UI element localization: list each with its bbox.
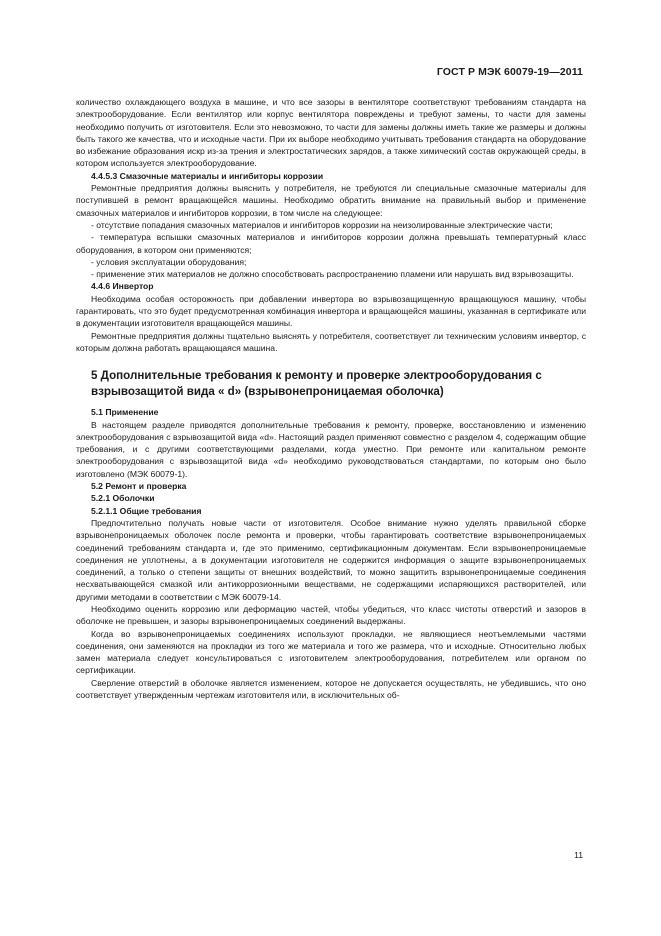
document-code-header: ГОСТ Р МЭК 60079-19—2011 — [436, 66, 583, 78]
list-item: - температура вспышки смазочных материалов и ингибиторов коррозии должна превышать температурный класс оборудования, в котором они применяются; — [76, 232, 586, 255]
subsection-heading: 4.4.6 Инвертор — [91, 281, 154, 292]
body-paragraph: Ремонтные предприятия должны выяснить у потребителя, не требуются ли специальные смазочные материалы для поступившей в ремонт вращающейся машины. Необходимо обратить внимание на правильный выбор и применение смазочных материалов и ингибиторов коррозии, в том числе на следующее: — [76, 183, 586, 218]
body-paragraph: Когда во взрывонепроницаемых соединениях используют прокладки, не являющиеся неотъемлемыми частями соединения, они заменяются на прокладки из того же материала и того же размера, что и исходные. Относительно любых замен материала следует консультироваться с изготовителем электрооборудования, потребителем или органом по сертификации. — [76, 628, 586, 676]
body-paragraph: Ремонтные предприятия должны тщательно выяснять у потребителя, соответствует ли техническим условиям инвертор, с которым должна работать вращающаяся машина. — [76, 330, 586, 353]
subsection-heading: 5.2.1.1 Общие требования — [91, 505, 202, 516]
body-paragraph: количество охлаждающего воздуха в машине, и что все зазоры в вентиляторе соответствуют требованиям стандарта на электрооборудование. Если вентилятор или корпус вентилятора повреждены и требуют замены, то части для замены необходимо получить от изготовителя. Если это невозможно, то части для замены должны иметь такие же размеры и должны быть такого же качества, что и исходные части. При их выборе необходимо учитывать требования стандарта на оборудование во избежание образования искр из-за трения и электростатических зарядов, а также химический состав окружающей среды, в котором используется электрооборудование. — [76, 97, 586, 169]
subsection-heading: 5.2 Ремонт и проверка — [91, 481, 187, 492]
body-paragraph: Сверление отверстий в оболочке является изменением, которое не допускается осуществлять, не убедившись, что оно соответствует утвержденным чертежам изготовителя или, в исключительных об- — [76, 677, 586, 701]
body-paragraph: Необходимо оценить коррозию или деформацию частей, чтобы убедиться, что класс чистоты отверстий и зазоров в оболочке не превышен, и зазоры взрывонепроницаемых соединений выдержаны. — [76, 603, 586, 627]
section-title: 5 Дополнительные требования к ремонту и проверке электрооборудования с взрывозащитой вида « d» (взрывонепроницаемая оболочка) — [91, 369, 542, 398]
list-item: - условия эксплуатации оборудования; — [91, 256, 247, 267]
body-paragraph: Необходима особая осторожность при добавлении инвертора во взрывозащищенную вращающуюся машину, чтобы гарантировать, что это будет предусмотренная комбинация инвертора и вращающейся машины, указанная в сертификате или в документации изготовителя вращающейся машины. — [76, 293, 586, 329]
list-item: - отсутствие попадания смазочных материалов и ингибиторов коррозии на неизолированные электрические части; — [91, 219, 553, 230]
document-body — [76, 96, 586, 701]
page-number: 11 — [574, 850, 583, 860]
list-item: - применение этих материалов не должно способствовать распространению пламени или нарушать вид взрывозащиты. — [91, 269, 574, 280]
body-paragraph: Предпочтительно получать новые части от изготовителя. Особое внимание нужно уделять правильной сборке взрывонепроницаемых оболочек после ремонта и проверки, чтобы гарантировать соответствие взрывонепроницаемых соединений требованиям стандарта и, где это применимо, сертификационным документам. Если взрывонепроницаемые соединения не уплотнены, а в документации изготовителя не содержится информация о защите взрывонепроницаемых соединений, а только о степени защиты от внешних воздействий, то можно защитить взрывонепроницаемые соединения несхватывающейся смазкой или антикоррозионными веществами, не содержащими испаряющихся растворителей, или другими методами в соответствии с МЭК 60079-14. — [76, 517, 586, 602]
subsection-heading: 4.4.5.3 Смазочные материалы и ингибиторы коррозии — [91, 170, 324, 181]
subsection-heading: 5.1 Применение — [91, 407, 159, 418]
subsection-heading: 5.2.1 Оболочки — [91, 493, 155, 504]
body-paragraph: В настоящем разделе приводятся дополнительные требования к ремонту, проверке, восстановлению и изменению электрооборудования с взрывозащитой вида «d». Настоящий раздел применяют совместно с разделом 4, содержащим общие требования, и с другими соответствующими разделами, когда уместно. При ремонте или капитальном ремонте электрооборудования с взрывозащитой вида «d» необходимо руководствоваться стандартами, по которым оно было изготовлено (МЭК 60079-1). — [76, 419, 586, 479]
